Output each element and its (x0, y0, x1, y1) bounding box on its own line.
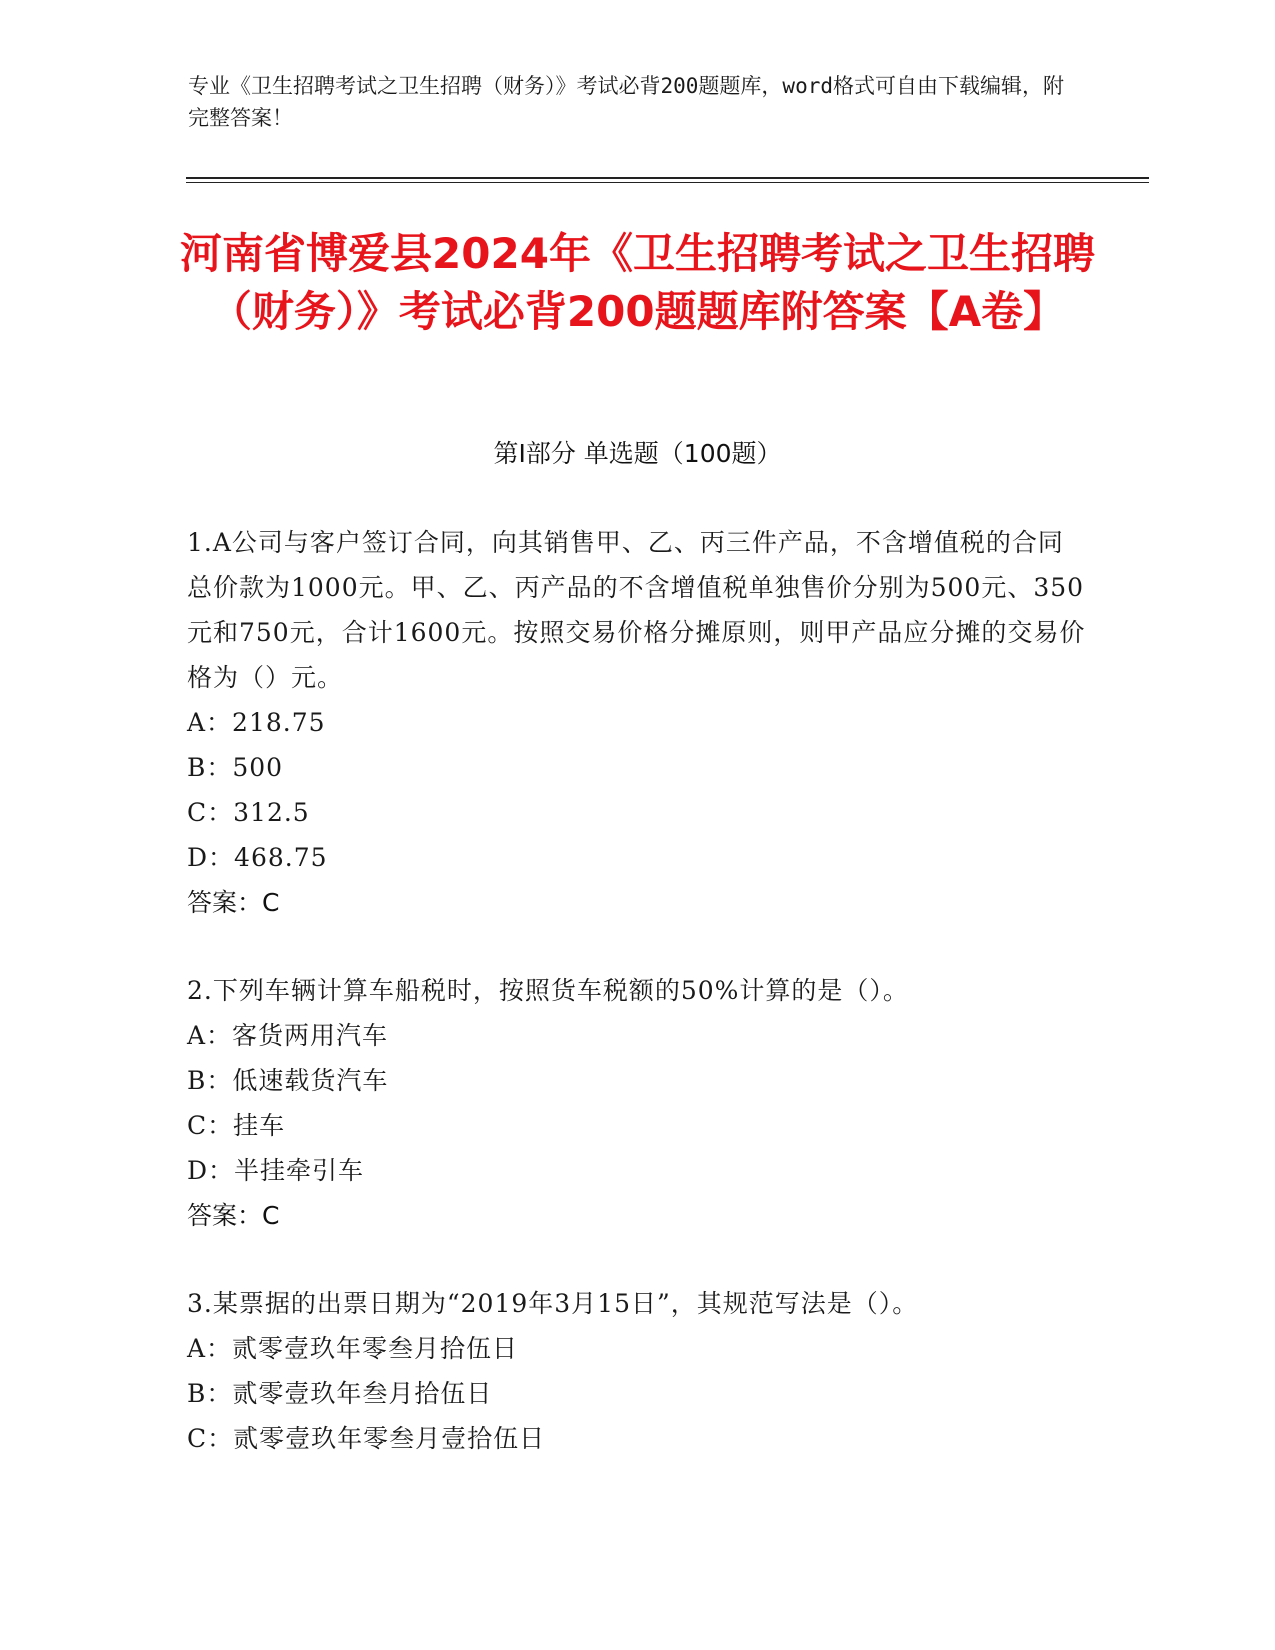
header-divider-thick (186, 177, 1149, 179)
question-3 (187, 1281, 1087, 1461)
option-c: C：贰零壹玖年零叁月壹拾伍日 (187, 1424, 546, 1453)
question-1 (187, 520, 1087, 925)
question-stem: 3.某票据的出票日期为“2019年3月15日”，其规范写法是（）。 (187, 1289, 919, 1318)
document-title: 河南省博爱县2024年《卫生招聘考试之卫生招聘（财务）》考试必背200题题库附答案【A卷】 (180, 229, 1095, 336)
option-d: D：半挂牵引车 (187, 1156, 365, 1185)
option-b: B：贰零壹玖年叁月拾伍日 (187, 1379, 493, 1408)
header-note: 专业《卫生招聘考试之卫生招聘（财务）》考试必背200题题库，word格式可自由下载编辑，附完整答案！ (188, 74, 1064, 130)
option-b: B：低速载货汽车 (187, 1066, 389, 1095)
question-2 (187, 968, 1087, 1238)
option-a: A：218.75 (187, 708, 326, 737)
option-a: A：客货两用汽车 (187, 1021, 389, 1050)
question-stem: 1.A公司与客户签订合同，向其销售甲、乙、丙三件产品，不含增值税的合同总价款为1000元。甲、乙、丙产品的不含增值税单独售价分别为500元、350元和750元，合计1600元。按照交易价格分摊原则，则甲产品应分摊的交易价格为（）元。 (187, 528, 1086, 692)
option-c: C：312.5 (187, 798, 310, 827)
answer-line: 答案：C (187, 1201, 280, 1230)
answer-line: 答案：C (187, 888, 280, 917)
option-d: D：468.75 (187, 843, 328, 872)
option-c: C：挂车 (187, 1111, 286, 1140)
header-divider-thin (186, 182, 1149, 183)
question-list (187, 520, 1087, 1504)
option-a: A：贰零壹玖年零叁月拾伍日 (187, 1334, 519, 1363)
option-b: B：500 (187, 753, 284, 782)
question-stem: 2.下列车辆计算车船税时，按照货车税额的50%计算的是（）。 (187, 976, 909, 1005)
section-title: 第I部分 单选题（100题） (493, 439, 782, 468)
